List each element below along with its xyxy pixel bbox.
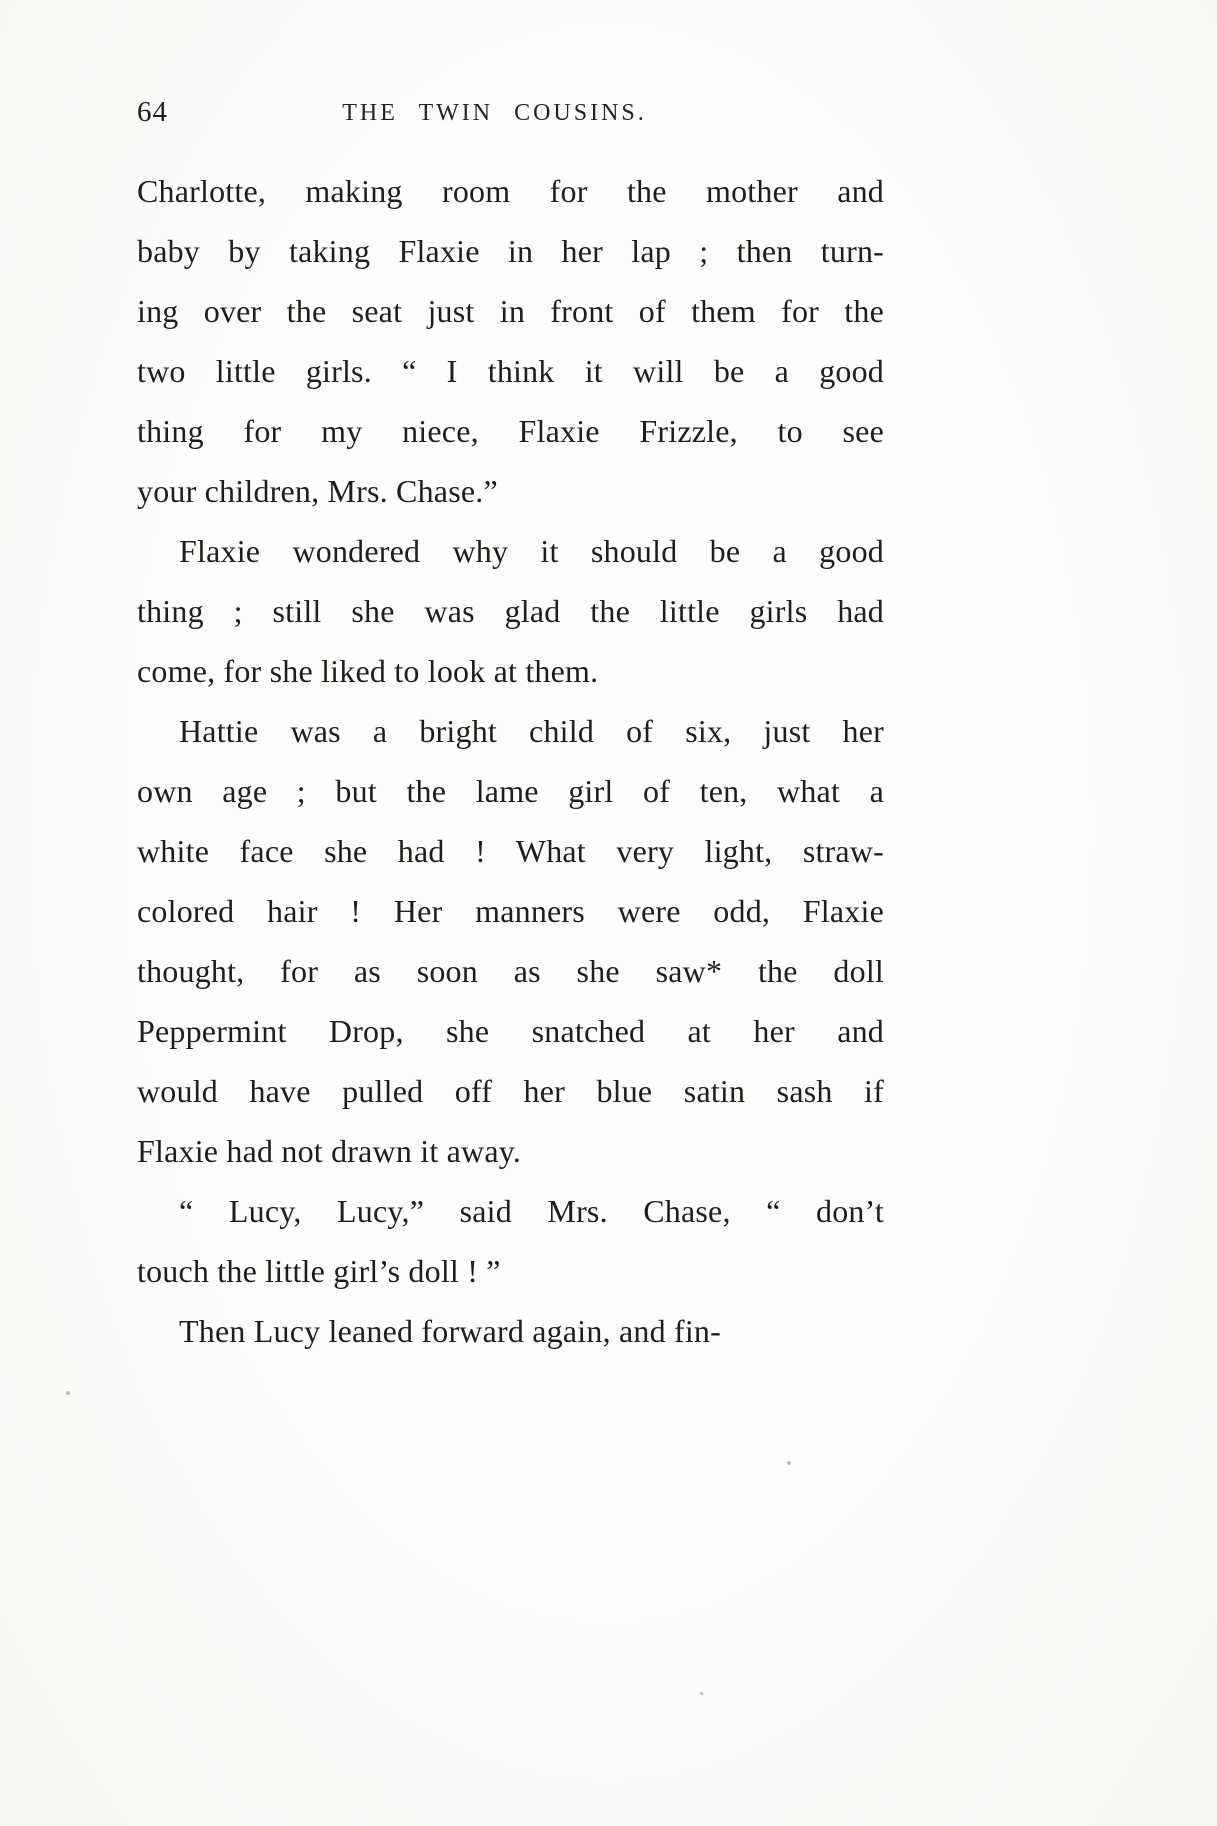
running-title: THE TWIN COUSINS.: [342, 100, 647, 126]
paragraph: [137, 1301, 884, 1361]
paragraph: [137, 521, 884, 701]
text-line: come, for she liked to look at them.: [137, 653, 599, 689]
text-line: white face she had ! What very light, straw-: [137, 833, 884, 869]
text-line: would have pulled off her blue satin sash if: [137, 1073, 884, 1109]
text-line: colored hair ! Her manners were odd, Flaxie: [137, 893, 884, 929]
text-line: Then Lucy leaned forward again, and fin-: [179, 1313, 721, 1349]
text-line: Flaxie had not drawn it away.: [137, 1133, 522, 1169]
text-line: Hattie was a bright child of six, just her: [179, 713, 884, 749]
text-line: “ Lucy, Lucy,” said Mrs. Chase, “ don’t: [179, 1193, 884, 1229]
text-line: your children, Mrs. Chase.”: [137, 473, 498, 509]
text-line: thing for my niece, Flaxie Frizzle, to see: [137, 413, 884, 449]
text-line: thing ; still she was glad the little girls had: [137, 593, 884, 629]
text-line: ing over the seat just in front of them for the: [137, 293, 884, 329]
text-line: thought, for as soon as she saw* the doll: [137, 953, 884, 989]
scan-speck: [66, 1391, 70, 1395]
paragraph: [137, 161, 884, 521]
page-number: 64: [137, 96, 168, 128]
scan-speck: [700, 1692, 703, 1695]
page-header: [137, 94, 882, 134]
paragraph: [137, 1181, 884, 1301]
paragraph: [137, 701, 884, 1181]
text-line: baby by taking Flaxie in her lap ; then turn-: [137, 233, 884, 269]
text-line: own age ; but the lame girl of ten, what a: [137, 773, 884, 809]
text-line: touch the little girl’s doll ! ”: [137, 1253, 501, 1289]
scan-speck: [787, 1461, 791, 1465]
body-text: [137, 161, 884, 1361]
text-line: two little girls. “ I think it will be a good: [137, 353, 884, 389]
text-line: Charlotte, making room for the mother and: [137, 173, 884, 209]
text-line: Flaxie wondered why it should be a good: [179, 533, 884, 569]
text-line: Peppermint Drop, she snatched at her and: [137, 1013, 884, 1049]
